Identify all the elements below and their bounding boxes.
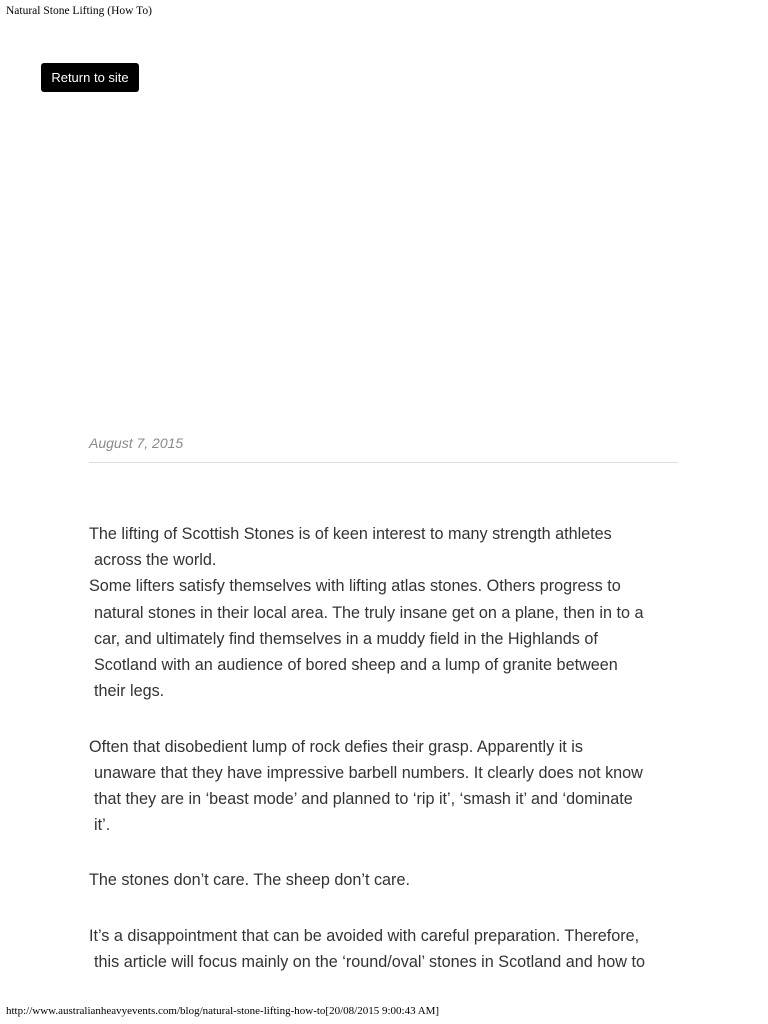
print-page-title: Natural Stone Lifting (How To) bbox=[6, 5, 152, 17]
date-divider bbox=[89, 462, 678, 463]
body-line: It’s a disappointment that can be avoided with careful preparation. Therefore, bbox=[89, 927, 640, 945]
body-line: it’. bbox=[94, 816, 111, 834]
body-line: their legs. bbox=[94, 682, 165, 700]
print-url-stamp: http://www.australianheavyevents.com/blog/natural-stone-lifting-how-to[20/08/2015 9:00:43 AM] bbox=[6, 1005, 440, 1017]
body-line: The stones don’t care. The sheep don’t care. bbox=[89, 871, 410, 889]
body-line: Scotland with an audience of bored sheep and a lump of granite between bbox=[94, 656, 618, 674]
body-line: Often that disobedient lump of rock defies their grasp. Apparently it is bbox=[89, 738, 583, 756]
body-line: Some lifters satisfy themselves with lifting atlas stones. Others progress to bbox=[89, 577, 621, 595]
body-line: this article will focus mainly on the ‘round/oval’ stones in Scotland and how to bbox=[94, 953, 645, 971]
post-date: August 7, 2015 bbox=[89, 435, 184, 451]
body-line: across the world. bbox=[94, 551, 217, 569]
body-line: unaware that they have impressive barbell numbers. It clearly does not know bbox=[94, 764, 643, 782]
body-line: The lifting of Scottish Stones is of keen interest to many strength athletes bbox=[89, 525, 612, 543]
body-line: car, and ultimately find themselves in a muddy field in the Highlands of bbox=[94, 630, 598, 648]
body-line: that they are in ‘beast mode’ and planned to ‘rip it’, ‘smash it’ and ‘dominate bbox=[94, 790, 633, 808]
return-to-site-button[interactable]: Return to site bbox=[41, 63, 139, 92]
body-line: natural stones in their local area. The truly insane get on a plane, then in to a bbox=[94, 604, 644, 622]
